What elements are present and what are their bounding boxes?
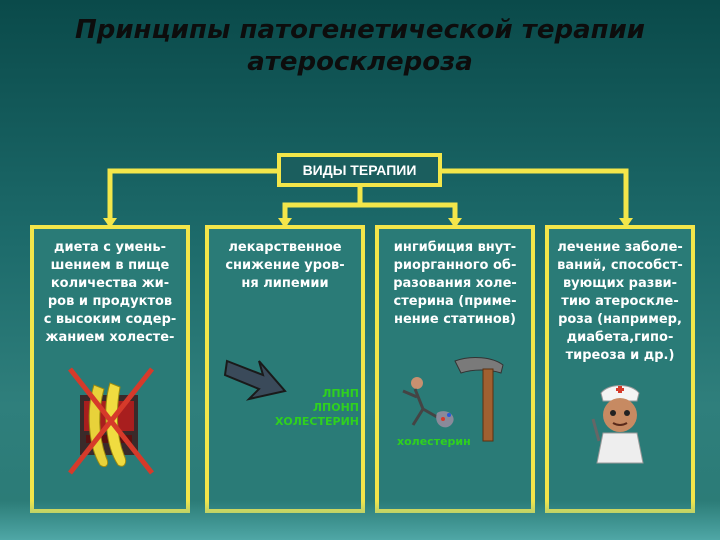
column-diet: [30, 225, 190, 513]
connector-middle: [285, 205, 455, 225]
lipids-ldl: ЛПНП: [322, 387, 359, 400]
title-line-1: Принципы патогенетической терапии: [74, 15, 646, 45]
lipids-vldl: ЛПОНП: [312, 401, 359, 414]
column-medication: [205, 225, 365, 513]
connector-right: [442, 171, 626, 225]
cholesterol-label: холестерин: [397, 435, 471, 448]
column-medication-text: лекарственное снижение уров- ня липемии: [225, 240, 345, 291]
column-statins: [375, 225, 535, 513]
connector-left: [110, 171, 277, 225]
decorative-bottom-strip: [0, 500, 720, 540]
therapy-types-header: ВИДЫ ТЕРАПИИ: [277, 153, 442, 187]
crossed-food-icon: [66, 365, 156, 477]
column-disease-treatment: [545, 225, 695, 513]
doctor-icon: [585, 379, 655, 465]
title-line-2: атеросклероза: [247, 47, 473, 77]
column-diet-text: диета с умень- шением в пище количества жи- ров и продуктов с высоким содер- жанием холесте-: [43, 240, 177, 345]
column-disease-treatment-text: лечение заболе- ваний, способст- вующих разви- тию атероскле- роза (например, диабета,гипо- тиреоза и др.): [557, 240, 683, 363]
lipids-label: [249, 387, 359, 429]
column-statins-text: ингибиция внут- риорганного об- разования холе- стерина (приме- нение статинов): [393, 240, 517, 327]
lipids-cholesterol: ХОЛЕСТЕРИН: [274, 415, 359, 428]
